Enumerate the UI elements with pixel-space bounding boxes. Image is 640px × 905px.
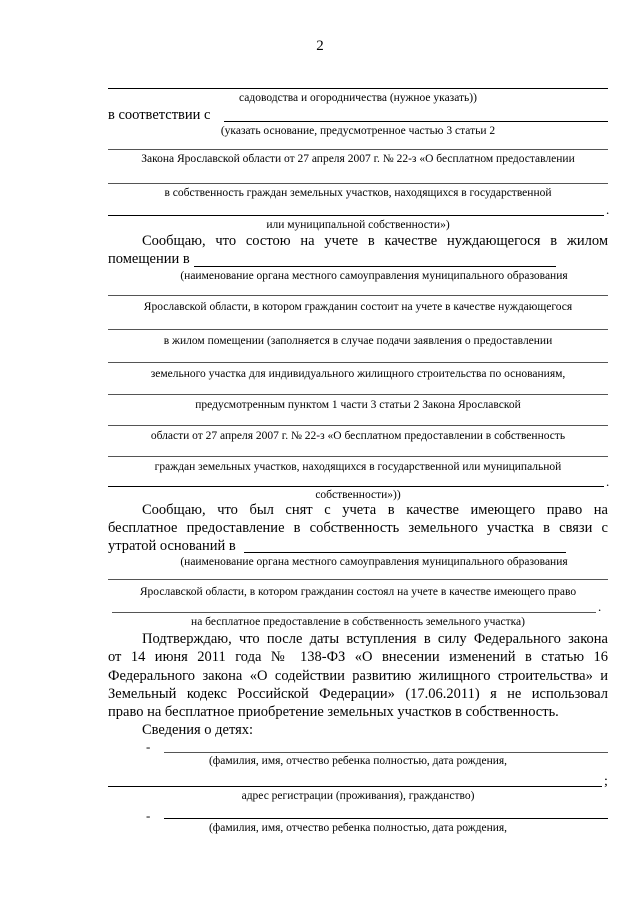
fill-line <box>164 818 608 819</box>
caption-removed-3: на бесплатное предоставление в собственность земельного участка) <box>191 616 525 628</box>
caption-basis-3: в собственность граждан земельных участков, находящихся в государственной <box>164 187 552 199</box>
period: . <box>598 599 602 614</box>
caption-organ-3: в жилом помещении (заполняется в случае подачи заявления о предоставлении <box>163 335 553 347</box>
fill-line <box>108 579 608 580</box>
fill-line <box>108 786 602 787</box>
para2-line1: Сообщаю, что был снят с учета в качестве имеющего право на <box>142 502 608 518</box>
fill-line <box>194 266 556 267</box>
caption-basis-2: Закона Ярославской области от 27 апреля 2007 г. № 22-з «О бесплатном предоставлении <box>141 153 575 165</box>
semicolon: ; <box>604 774 608 789</box>
caption-child-address: адрес регистрации (проживания), гражданство) <box>241 790 475 802</box>
caption-child-name-2: (фамилия, имя, отчество ребенка полностью, дата рождения, <box>208 822 508 834</box>
fill-line <box>108 183 608 184</box>
fill-line <box>108 456 608 457</box>
caption-organ-7: граждан земельных участков, находящихся в государственной или муниципальной <box>154 461 562 473</box>
para3-line3: Федерального закона «О содействии развитию жилищного строительства» и <box>108 668 608 684</box>
period: . <box>606 202 610 217</box>
fill-line <box>112 612 596 613</box>
fill-line <box>164 752 608 753</box>
para2-line2: бесплатное предоставление в собственность земельного участка в связи с <box>108 520 608 536</box>
fill-line <box>108 88 608 89</box>
fill-line <box>108 149 608 150</box>
para3-line2: от 14 июня 2011 года № 138-ФЗ «О внесении изменений в статью 16 <box>108 649 608 665</box>
children-header: Сведения о детях: <box>142 722 254 738</box>
para3-line1: Подтверждаю, что после даты вступления в силу Федерального закона <box>142 631 608 647</box>
fill-line <box>108 486 604 487</box>
child-dash-2: - <box>146 808 151 823</box>
fill-line <box>108 295 608 296</box>
in-accordance-label: в соответствии с <box>108 107 211 123</box>
caption-gardening: садоводства и огородничества (нужное указать)) <box>239 92 477 104</box>
caption-organ-5: предусмотренным пунктом 1 части 3 статьи 2 Закона Ярославской <box>195 399 521 411</box>
caption-organ-1: (наименование органа местного самоуправления муниципального образования <box>180 270 568 282</box>
page-number: 2 <box>316 38 324 54</box>
fill-line <box>108 329 608 330</box>
child-dash-1: - <box>146 739 151 754</box>
para1-line1: Сообщаю, что состою на учете в качестве нуждающегося в жилом <box>142 233 608 249</box>
caption-organ-2: Ярославской области, в котором гражданин состоит на учете в качестве нуждающегося <box>143 301 573 313</box>
caption-child-name-1: (фамилия, имя, отчество ребенка полностью, дата рождения, <box>208 755 508 767</box>
para3-line5: право на бесплатное приобретение земельных участков в собственность. <box>108 704 559 720</box>
caption-removed-1: (наименование органа местного самоуправления муниципального образования <box>180 556 568 568</box>
fill-line <box>224 121 608 122</box>
fill-line <box>244 552 566 553</box>
caption-basis-1: (указать основание, предусмотренное частью 3 статьи 2 <box>220 125 496 137</box>
para2-line3: утратой оснований в <box>108 538 236 554</box>
caption-basis-4: или муниципальной собственности») <box>266 219 450 231</box>
period: . <box>606 474 610 489</box>
para1-line2: помещении в <box>108 251 190 267</box>
fill-line <box>108 362 608 363</box>
caption-organ-8: собственности»)) <box>315 489 401 501</box>
fill-line <box>108 394 608 395</box>
para3-line4: Земельный кодекс Российской Федерации» (17.06.2011) я не использовал <box>108 686 608 702</box>
fill-line <box>108 425 608 426</box>
caption-organ-4: земельного участка для индивидуального жилищного строительства по основаниям, <box>150 368 566 380</box>
caption-organ-6: области от 27 апреля 2007 г. № 22-з «О бесплатном предоставлении в собственность <box>150 430 566 442</box>
fill-line <box>108 215 604 216</box>
caption-removed-2: Ярославской области, в котором гражданин состоял на учете в качестве имеющего право <box>139 586 577 598</box>
